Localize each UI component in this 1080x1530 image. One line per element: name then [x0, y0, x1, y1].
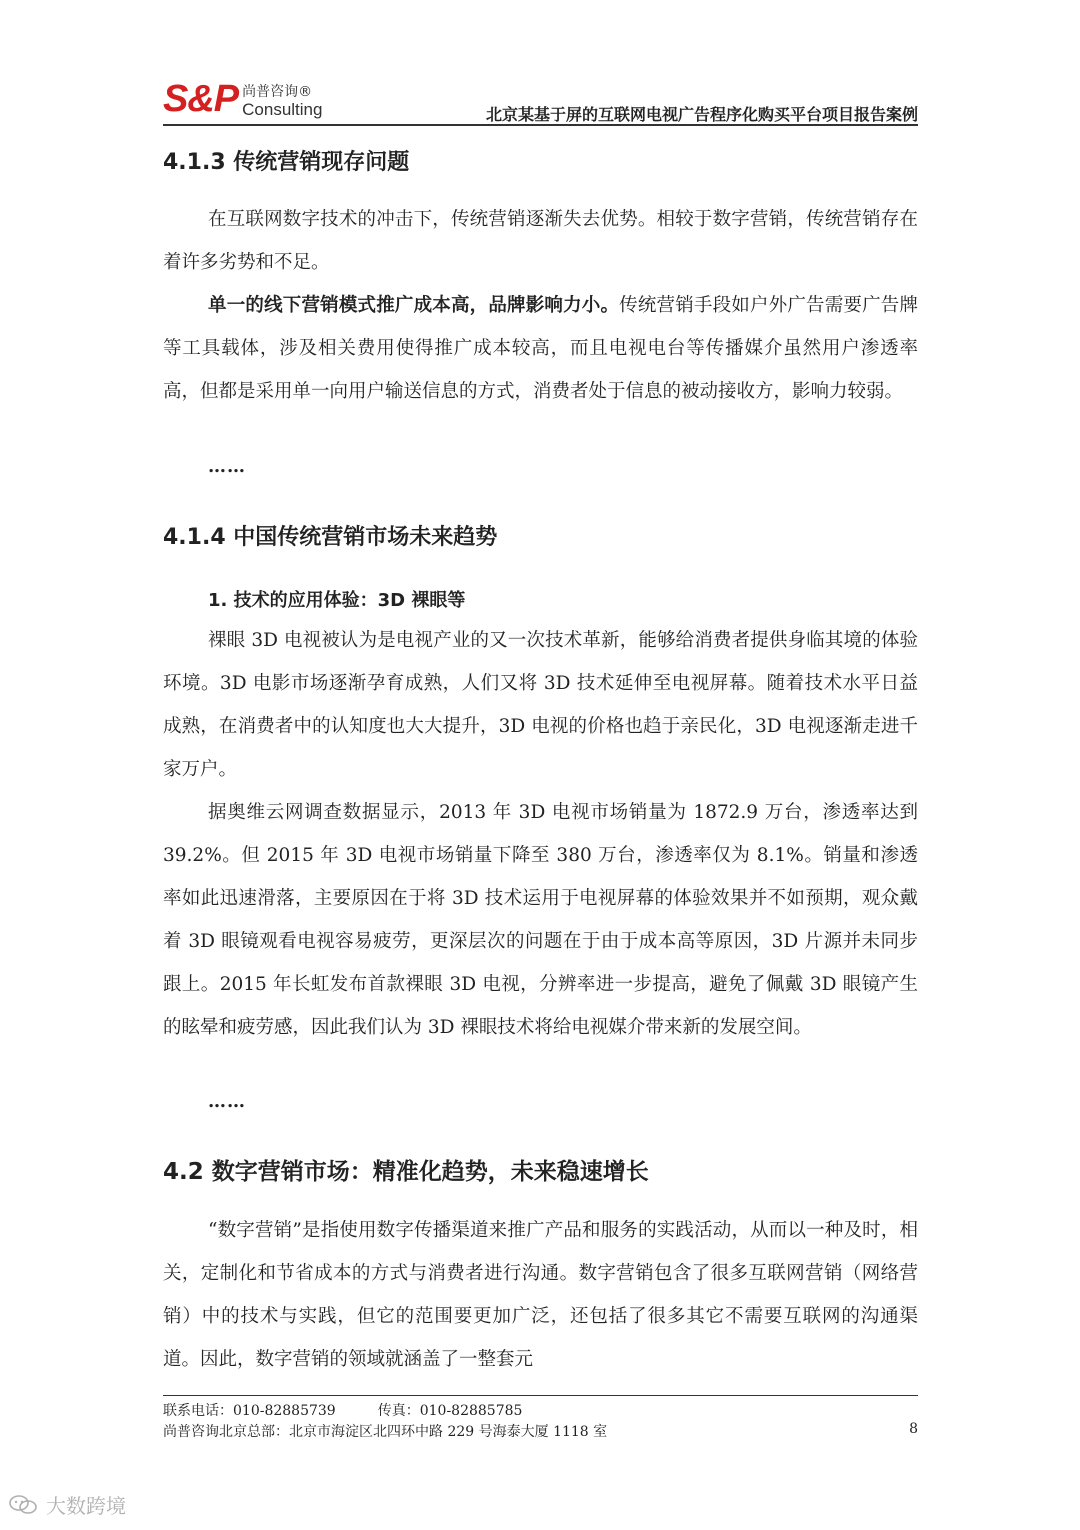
page-header	[163, 72, 918, 124]
paragraph: 据奥维云网调查数据显示，2013 年 3D 电视市场销量为 1872.9 万台，渗透率达到 39.2%。但 2015 年 3D 电视市场销量下降至 380 万台，渗透率仅为 8.1%。销量和渗透率如此迅速滑落，主要原因在于将 3D 技术运用于电视屏幕的体验效果并不如预期，观众戴着 3D 眼镜观看电视容易疲劳，更深层次的问题在于由于成本高等原因，3D 片源并未同步跟上。2015 年长虹发布首款裸眼 3D 电视，分辨率进一步提高，避免了佩戴 3D 眼镜产生的眩晕和疲劳感，因此我们认为 3D 裸眼技术将给电视媒介带来新的发展空间。	[163, 802, 918, 1038]
footer-fax: 传真：010-82885785	[377, 1403, 523, 1419]
ellipsis: ……	[208, 456, 246, 477]
footer-phone: 联系电话：010-82885739	[163, 1403, 336, 1419]
paragraph: 在互联网数字技术的冲击下，传统营销逐渐失去优势。相较于数字营销，传统营销存在着许多劣势和不足。	[163, 209, 918, 273]
footer-divider	[163, 1395, 918, 1396]
subsection-heading: 1. 技术的应用体验：3D 裸眼等	[208, 590, 466, 611]
paragraph	[163, 284, 918, 413]
section-heading-4-2: 4.2 数字营销市场：精准化趋势，未来稳速增长	[163, 1159, 649, 1185]
watermark	[8, 1490, 126, 1519]
paragraph: 裸眼 3D 电视被认为是电视产业的又一次技术革新，能够给消费者提供身临其境的体验环境。3D 电影市场逐渐孕育成熟，人们又将 3D 技术延伸至电视屏幕。随着技术水平日益成熟，在消费者中的认知度也大大提升，3D 电视的价格也趋于亲民化，3D 电视逐渐走进千家万户。	[163, 630, 918, 780]
logo-en-text: Consulting	[242, 100, 323, 119]
logo-mark: S&P	[163, 78, 239, 120]
page-number: 8	[909, 1421, 918, 1437]
logo-cn-text: 尚普咨询®	[242, 84, 313, 100]
wechat-icon	[8, 1494, 38, 1516]
logo-text	[242, 84, 322, 118]
footer-contact	[163, 1400, 522, 1420]
watermark-text: 大数跨境	[46, 1494, 126, 1518]
company-logo	[163, 80, 322, 118]
header-divider	[163, 124, 918, 126]
paragraph-body: 传统营销手段如户外广告需要广告牌等工具载体，涉及相关费用使得推广成本较高，而且电视电台等传播媒介虽然用户渗透率高，但都是采用单一向用户输送信息的方式，消费者处于信息的被动接收方，影响力较弱。	[163, 295, 918, 402]
ellipsis: ……	[208, 1091, 246, 1112]
section-heading-4-1-4: 4.1.4 中国传统营销市场未来趋势	[163, 525, 498, 550]
footer-address: 尚普咨询北京总部：北京市海淀区北四环中路 229 号海泰大厦 1118 室	[163, 1424, 608, 1440]
section-heading-4-1-3: 4.1.3 传统营销现存问题	[163, 150, 410, 175]
report-title: 北京某基于屏的互联网电视广告程序化购买平台项目报告案例	[485, 105, 918, 124]
paragraph-lead: 单一的线下营销模式推广成本高，品牌影响力小。	[208, 295, 620, 316]
paragraph: “数字营销”是指使用数字传播渠道来推广产品和服务的实践活动，从而以一种及时，相关，定制化和节省成本的方式与消费者进行沟通。数字营销包含了很多互联网营销（网络营销）中的技术与实践，但它的范围要更加广泛，还包括了很多其它不需要互联网的沟通渠道。因此，数字营销的领域就涵盖了一整套元	[163, 1220, 918, 1370]
